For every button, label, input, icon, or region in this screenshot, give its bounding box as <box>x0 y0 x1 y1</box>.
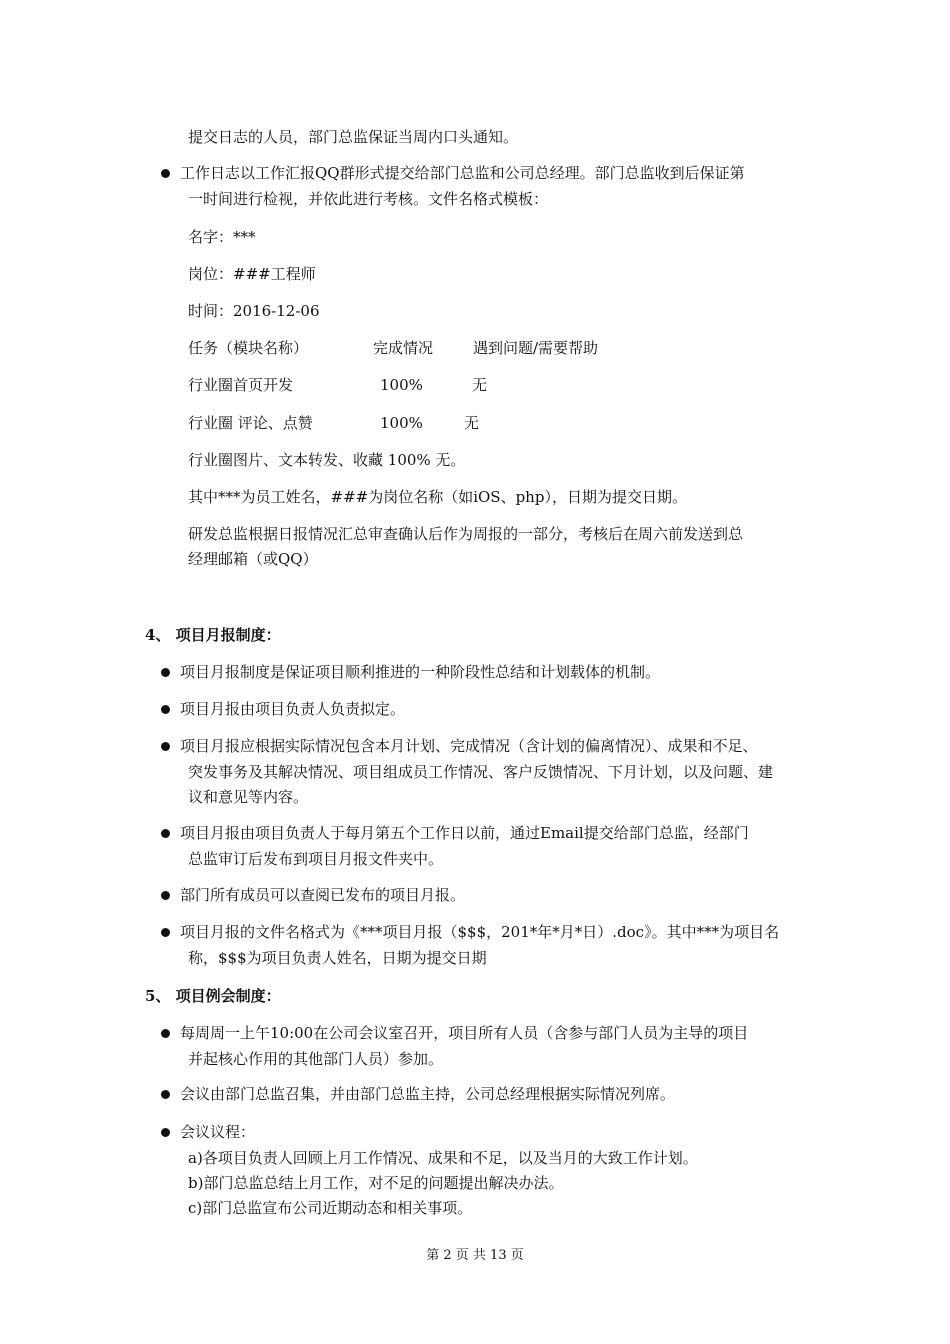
page-number: 第 2 页 共 13 页 <box>426 1248 524 1263</box>
section-4-item-3-line-1: 项目月报应根据实际情况包含本月计划、完成情况（含计划的偏离情况）、成果和不足、 <box>180 737 758 755</box>
daily-log-text-1: 工作日志以工作汇报QQ群形式提交给部门总监和公司总经理。部门总监收到后保证第 <box>180 164 745 182</box>
section-4-item-4-line-1: 项目月报由项目负责人于每月第五个工作日以前，通过Email提交给部门总监，经部门 <box>180 824 749 842</box>
section-5-item-2: 会议由部门总监召集，并由部门总监主持，公司总经理根据实际情况列席。 <box>180 1085 676 1103</box>
agenda-item-a: a)各项目负责人回顾上月工作情况、成果和不足，以及当月的大致工作计划。 <box>188 1149 698 1167</box>
daily-log-text-2: 一时间进行检视，并依此进行考核。文件名格式模板： <box>188 190 549 208</box>
bullet-icon <box>161 1029 170 1038</box>
table-row-2-task: 行业圈 评论、点赞 <box>188 414 313 432</box>
template-time: 时间：2016-12-06 <box>188 302 320 320</box>
section-4-item-6-line-1: 项目月报的文件名格式为《***项目月报（$$$，201*年*月*日）.doc》。其中***为项目名 <box>180 923 780 941</box>
template-position: 岗位：###工程师 <box>188 265 316 283</box>
agenda-item-b: b)部门总监总结上月工作，对不足的问题提出解决办法。 <box>188 1174 564 1192</box>
bullet-icon <box>161 1090 170 1099</box>
note-line: 其中***为员工姓名，###为岗位名称（如iOS、php），日期为提交日期。 <box>188 488 687 506</box>
table-row-2-issues: 无 <box>464 414 480 432</box>
section-5-item-1-line-2: 并起核心作用的其他部门人员）参加。 <box>188 1050 444 1068</box>
section-5-item-3: 会议议程： <box>180 1123 256 1141</box>
table-header-task: 任务（模块名称） <box>188 339 309 357</box>
bullet-icon <box>161 668 170 677</box>
table-row-3: 行业圈图片、文本转发、收藏 100% 无。 <box>188 451 466 469</box>
section-4-item-4-line-2: 总监审订后发布到项目月报文件夹中。 <box>188 850 444 868</box>
section-4-item-1: 项目月报制度是保证项目顺利推进的一种阶段性总结和计划载体的机制。 <box>180 663 661 681</box>
section-5-item-1-line-1: 每周周一上午10:00在公司会议室召开，项目所有人员（含参与部门人员为主导的项目 <box>180 1024 749 1042</box>
note2-line-2: 经理邮箱（或QQ） <box>188 550 318 568</box>
agenda-item-c: c)部门总监宣布公司近期动态和相关事项。 <box>188 1199 473 1217</box>
table-row-2-status: 100% <box>380 414 423 432</box>
table-row-1-issues: 无 <box>472 376 488 394</box>
section-4-item-2: 项目月报由项目负责人负责拟定。 <box>180 700 406 718</box>
note2-line-1: 研发总监根据日报情况汇总审查确认后作为周报的一部分，考核后在周六前发送到总 <box>188 525 744 543</box>
table-header-issues: 遇到问题/需要帮助 <box>473 339 599 357</box>
section-4-item-5: 部门所有成员可以查阅已发布的项目月报。 <box>180 886 466 904</box>
template-name: 名字：*** <box>188 228 256 246</box>
table-row-1-task: 行业圈首页开发 <box>188 376 294 394</box>
bullet-icon <box>161 169 170 178</box>
bullet-icon <box>161 742 170 751</box>
bullet-icon <box>161 705 170 714</box>
section-4-item-3-line-2: 突发事务及其解决情况、项目组成员工作情况、客户反馈情况、下月计划，以及问题、建 <box>188 763 774 781</box>
section-4-heading: 4、 项目月报制度： <box>145 626 281 644</box>
intro-line: 提交日志的人员，部门总监保证当周内口头通知。 <box>188 128 519 146</box>
table-row-1-status: 100% <box>380 376 423 394</box>
section-4-item-3-line-3: 议和意见等内容。 <box>188 788 309 806</box>
bullet-icon <box>161 891 170 900</box>
section-5-heading: 5、 项目例会制度： <box>145 987 281 1005</box>
section-4-item-6-line-2: 称，$$$为项目负责人姓名，日期为提交日期 <box>188 949 487 967</box>
bullet-icon <box>161 1128 170 1137</box>
bullet-icon <box>161 928 170 937</box>
table-header-status: 完成情况 <box>373 339 434 357</box>
bullet-icon <box>161 829 170 838</box>
